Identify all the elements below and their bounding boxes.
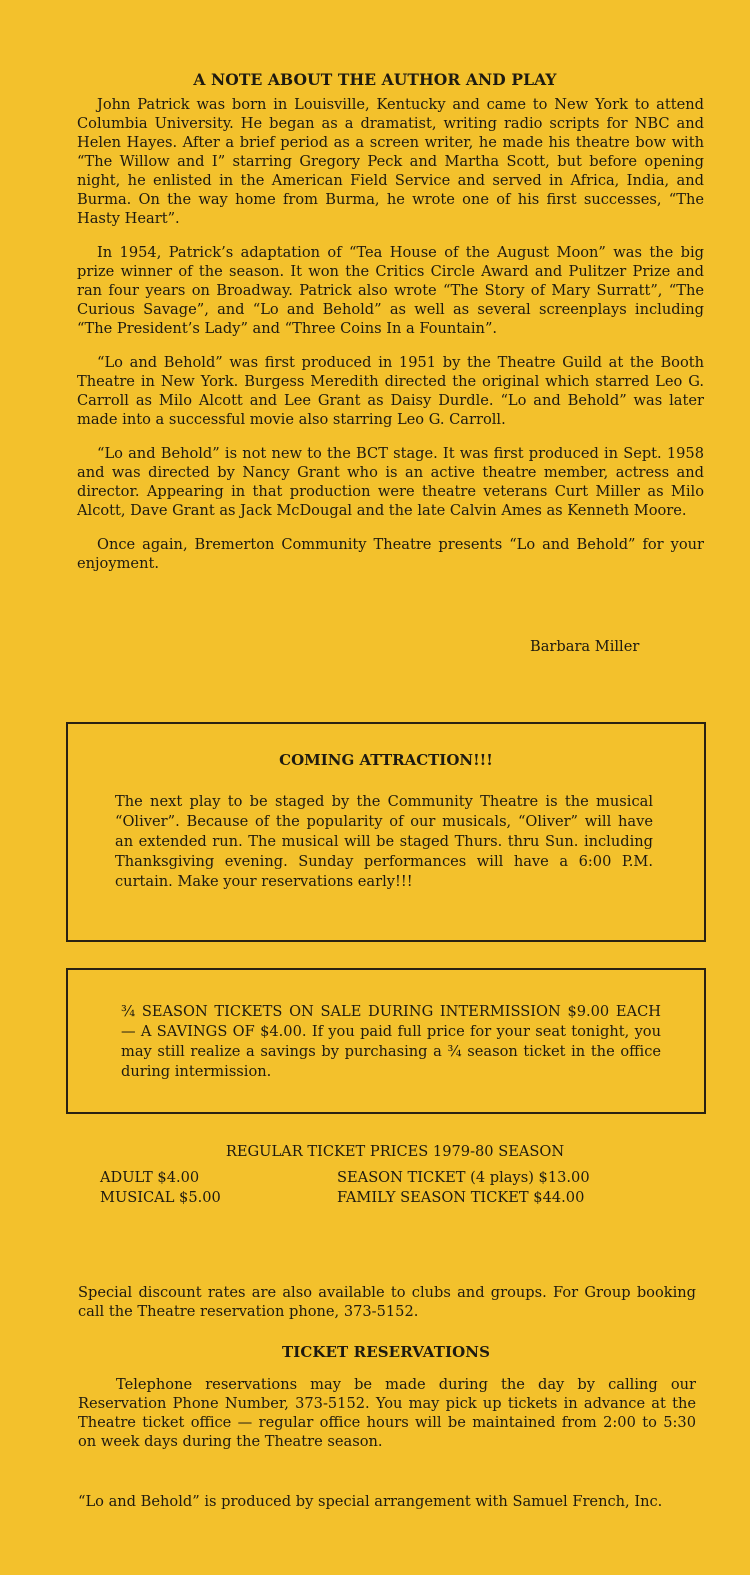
coming-attraction-box <box>66 722 706 942</box>
note-body <box>77 95 704 573</box>
note-paragraph-3: “Lo and Behold” was first produced in 1951 by the Theatre Guild at the Booth Theatre in New York. Burgess Meredith directed the original which starred Leo G. Carroll as Milo Alcott and Lee Grant as Daisy Durdle. “Lo and Behold” was later made into a successful movie also starring Leo G. Carroll. <box>77 354 704 428</box>
price-adult: ADULT $4.00 <box>100 1169 200 1186</box>
prices-right-column <box>337 1168 667 1208</box>
price-musical: MUSICAL $5.00 <box>100 1189 221 1206</box>
credit-text: “Lo and Behold” is produced by special arrangement with Samuel French, Inc. <box>78 1493 663 1510</box>
note-signature: Barbara Miller <box>530 638 640 655</box>
price-season-ticket: SEASON TICKET (4 plays) $13.00 <box>337 1169 590 1186</box>
reservations-title: TICKET RESERVATIONS <box>281 1343 491 1361</box>
season-ticket-box <box>66 968 706 1114</box>
price-family-ticket: FAMILY SEASON TICKET $44.00 <box>337 1189 585 1206</box>
reservations-text: Telephone reservations may be made during the day by calling our Reservation Phone Number, 373-5152. You may pick up tickets in advance at the Theatre ticket office — regular office hours will be maintained from 2:00 to 5:30 on week days during the Theatre season. <box>78 1376 696 1450</box>
note-paragraph-5: Once again, Bremerton Community Theatre presents “Lo and Behold” for your enjoyment. <box>77 536 704 572</box>
coming-attraction-text: The next play to be staged by the Community Theatre is the musical “Oliver”. Because of the popularity of our musicals, “Oliver” will have an extended run. The musical will be staged Thurs. thru Sun. including Thanksgiving evening. Sunday performances will have a 6:00 P.M. curtain. Make your reservations early!!! <box>115 793 653 890</box>
discount-text: Special discount rates are also available to clubs and groups. For Group booking call the Theatre reservation phone, 373-5152. <box>78 1284 696 1320</box>
prices-title: REGULAR TICKET PRICES 1979-80 SEASON <box>225 1143 565 1160</box>
note-paragraph-1: John Patrick was born in Louisville, Kentucky and came to New York to attend Columbia University. He began as a dramatist, writing radio scripts for NBC and Helen Hayes. After a brief period as a screen writer, he made his theatre bow with “The Willow and I” starring Gregory Peck and Martha Scott, but before opening night, he enlisted in the American Field Service and served in Africa, India, and Burma. On the way home from Burma, he wrote one of his first successes, “The Hasty Heart”. <box>77 96 704 227</box>
note-paragraph-2: In 1954, Patrick’s adaptation of “Tea House of the August Moon” was the big prize winner of the season. It won the Critics Circle Award and Pulitzer Prize and ran four years on Broadway. Patrick also wrote “The Story of Mary Surratt”, “The Curious Savage”, and “Lo and Behold” as well as several screenplays including “The President’s Lady” and “Three Coins In a Fountain”. <box>77 244 704 337</box>
note-title: A NOTE ABOUT THE AUTHOR AND PLAY <box>193 70 557 89</box>
season-ticket-text: ¾ SEASON TICKETS ON SALE DURING INTERMISSION $9.00 EACH — A SAVINGS OF $4.00. If you paid full price for your seat tonight, you may still realize a savings by purchasing a ¾ season ticket in the office during intermission. <box>121 1003 661 1080</box>
coming-attraction-title: COMING ATTRACTION!!! <box>279 751 493 769</box>
prices-left-column <box>100 1168 282 1208</box>
note-paragraph-4: “Lo and Behold” is not new to the BCT stage. It was first produced in Sept. 1958 and was directed by Nancy Grant who is an active theatre member, actress and director. Appearing in that production were theatre veterans Curt Miller as Milo Alcott, Dave Grant as Jack McDougal and the late Calvin Ames as Kenneth Moore. <box>77 445 704 519</box>
